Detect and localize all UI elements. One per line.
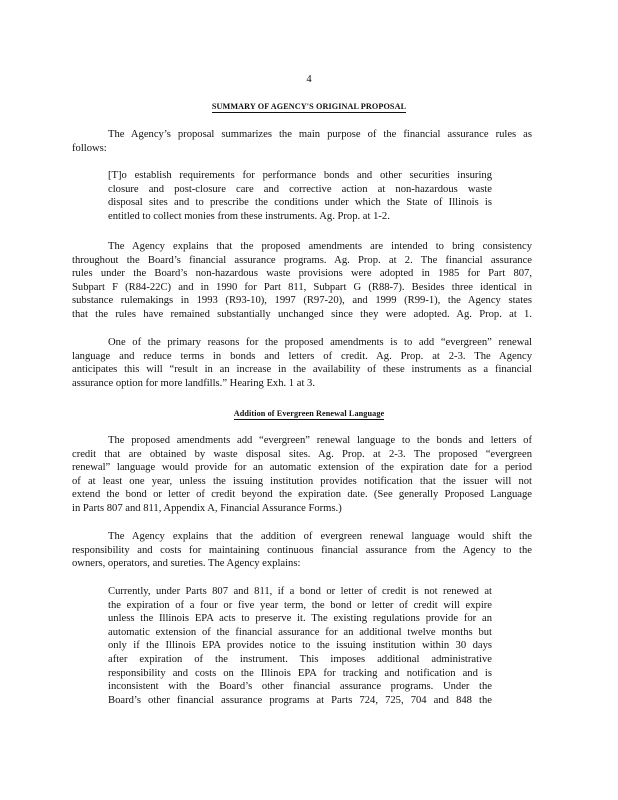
block-quote-2	[108, 585, 492, 707]
paragraph-4	[72, 434, 532, 516]
text-line: The Agency explains that the proposed amendments are intended to bring consistency	[108, 241, 532, 252]
text-line: [T]o establish requirements for performance bonds and other securities insuring	[108, 170, 492, 181]
text-line: substance rulemakings in 1993 (R93-10), 1997 (R97-20), and 1999 (R99-1), the Agency states	[72, 295, 532, 307]
page-number: 4	[306, 74, 312, 85]
text-line: The proposed amendments add “evergreen” renewal language to the bonds and letters of	[108, 435, 532, 446]
paragraph-1	[72, 128, 532, 155]
text-line: renewal” language would provide for an automatic extension of the expiration date for a period	[72, 462, 532, 474]
text-line: responsibility and costs on the Illinois EPA for tracking and notification and is	[108, 667, 492, 679]
text-line: responsibility and costs for maintaining continuous financial assurance from the Agency to the	[72, 544, 532, 556]
text-line: entitled to collect monies from these instruments. Ag. Prop. at 1-2.	[108, 210, 390, 222]
text-line: extend the bond or letter of credit beyond the expiration date. (See generally Proposed Language	[72, 489, 532, 501]
text-line: closure and post-closure care and corrective action at non-hazardous waste	[108, 183, 492, 195]
text-line: The Agency explains that the addition of evergreen renewal language would shift the	[108, 531, 532, 542]
text-line: the expiration of a four or five year term, the bond or letter of credit will expire	[108, 599, 492, 611]
section-heading-summary: SUMMARY OF AGENCY'S ORIGINAL PROPOSAL	[211, 102, 407, 111]
text-line: rules under the Board’s non-hazardous waste provisions were adopted in 1985 for Part 807,	[72, 268, 532, 280]
text-line: throughout the Board’s financial assurance programs. Ag. Prop. at 2. The financial assurance	[72, 254, 532, 266]
text-line: anticipates this will “result in an increase in the availability of these instruments as a financial	[72, 364, 532, 376]
text-line: Board’s other financial assurance programs at Parts 724, 725, 704 and 848 the	[108, 694, 492, 706]
paragraph-5	[72, 530, 532, 571]
text-line: One of the primary reasons for the proposed amendments is to add “evergreen” renewal	[108, 337, 532, 348]
text-line: The Agency’s proposal summarizes the main purpose of the financial assurance rules as	[108, 129, 532, 140]
text-line: of at least one year, unless the issuing institution provides notification that the issuer will not	[72, 475, 532, 487]
section-heading-evergreen: Addition of Evergreen Renewal Language	[233, 409, 385, 418]
text-line: in Parts 807 and 811, Appendix A, Financial Assurance Forms.)	[72, 502, 342, 514]
text-line: inconsistent with the Board’s other financial assurance programs. Under the	[108, 681, 492, 693]
block-quote-1	[108, 169, 492, 223]
text-line: automatic extension of the financial assurance for an additional twelve months but	[108, 626, 492, 638]
text-line: after expiration of the instrument. This imposes additional administrative	[108, 653, 492, 665]
text-line: assurance option for more landfills.” Hearing Exh. 1 at 3.	[72, 377, 315, 389]
text-line: language and reduce terms in bonds and letters of credit. Ag. Prop. at 2-3. The Agency	[72, 350, 532, 362]
text-line: follows:	[72, 142, 107, 154]
paragraph-3	[72, 336, 532, 390]
text-line: that the rules have remained substantially unchanged since they were adopted. Ag. Prop. at 1.	[72, 308, 532, 320]
text-line: only if the Illinois EPA provides notice to the issuing institution within 30 days	[108, 640, 492, 652]
paragraph-2	[72, 240, 532, 322]
text-line: Subpart F (R84-22C) and in 1990 for Part 811, Subpart G (R88-7). Besides three identical in	[72, 281, 532, 293]
text-line: Currently, under Parts 807 and 811, if a bond or letter of credit is not renewed at	[108, 586, 492, 597]
text-line: disposal sites and to prescribe the conditions under which the State of Illinois is	[108, 197, 492, 209]
text-line: owners, operators, and sureties. The Agency explains:	[72, 558, 301, 570]
text-line: credit that are obtained by waste disposal sites. Ag. Prop. at 2-3. The proposed “evergreen	[72, 448, 532, 460]
text-line: unless the Illinois EPA acts to preserve it. The existing regulations provide for an	[108, 613, 492, 625]
